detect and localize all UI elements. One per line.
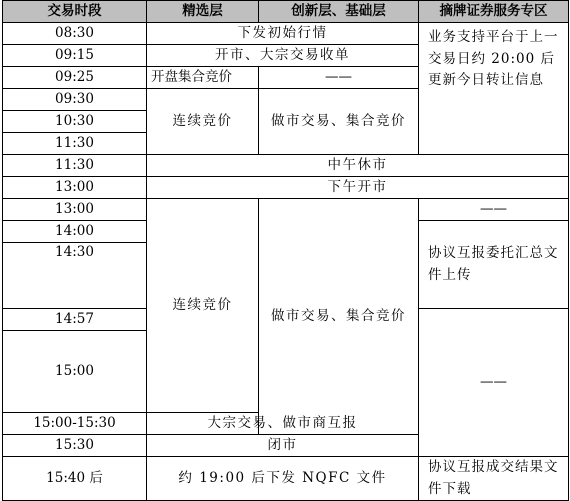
table-row <box>3 23 569 45</box>
innov-market-making-afternoon: 做市交易、集合竞价 <box>259 199 419 435</box>
header-trading-period: 交易时段 <box>3 1 147 23</box>
time-cell: 09:30 <box>3 89 147 111</box>
header-row <box>3 1 569 23</box>
time-cell: 13:00 <box>3 199 147 221</box>
time-cell: 09:25 <box>3 67 147 89</box>
event-cell: 大宗交易、做市商互报 <box>147 413 419 435</box>
header-delisted-securities-zone: 摘牌证券服务专区 <box>419 1 569 23</box>
neeq-closing-dash: —— <box>419 309 569 457</box>
table-row <box>3 199 569 221</box>
header-innovation-basic-tier: 创新层、基础层 <box>259 1 419 23</box>
header-select-tier: 精选层 <box>147 1 259 23</box>
time-cell: 14:57 <box>3 309 147 331</box>
time-cell: 13:00 <box>3 177 147 199</box>
select-continuous-auction-morning: 连续竞价 <box>147 89 259 155</box>
time-cell: 11:30 <box>3 155 147 177</box>
time-cell: 15:00 <box>3 331 147 413</box>
trading-schedule-table <box>2 0 569 501</box>
neeq-afternoon-note: 协议互报委托汇总文件上传 <box>419 221 569 309</box>
time-cell: 15:00-15:30 <box>3 413 147 435</box>
time-cell: 15:40 后 <box>3 457 147 501</box>
event-cell: 下发初始行情 <box>147 23 419 45</box>
time-cell: 11:30 <box>3 133 147 155</box>
table-row <box>3 457 569 501</box>
neeq-result-download-note: 协议互报成交结果文件下载 <box>419 457 569 501</box>
time-cell: 10:30 <box>3 111 147 133</box>
select-opening-call-auction: 开盘集合竞价 <box>147 67 259 89</box>
event-cell: 中午休市 <box>147 155 569 177</box>
event-cell: 闭市 <box>147 435 419 457</box>
table-row <box>3 155 569 177</box>
event-cell: 约 19:00 后下发 NQFC 文件 <box>147 457 419 501</box>
time-cell: 15:30 <box>3 435 147 457</box>
time-cell: 14:30 <box>3 243 147 309</box>
time-cell: 09:15 <box>3 45 147 67</box>
neeq-dash-cell: —— <box>419 199 569 221</box>
innov-dash-cell: —— <box>259 67 419 89</box>
innov-market-making-morning: 做市交易、集合竞价 <box>259 89 419 155</box>
select-continuous-auction-afternoon: 连续竞价 <box>147 199 259 413</box>
event-cell: 下午开市 <box>147 177 569 199</box>
time-cell: 14:00 <box>3 221 147 243</box>
event-cell: 开市、大宗交易收单 <box>147 45 419 67</box>
time-cell: 08:30 <box>3 23 147 45</box>
table-row <box>3 177 569 199</box>
neeq-morning-note: 业务支持平台于上一交易日约 20:00 后更新今日转让信息 <box>419 23 569 155</box>
